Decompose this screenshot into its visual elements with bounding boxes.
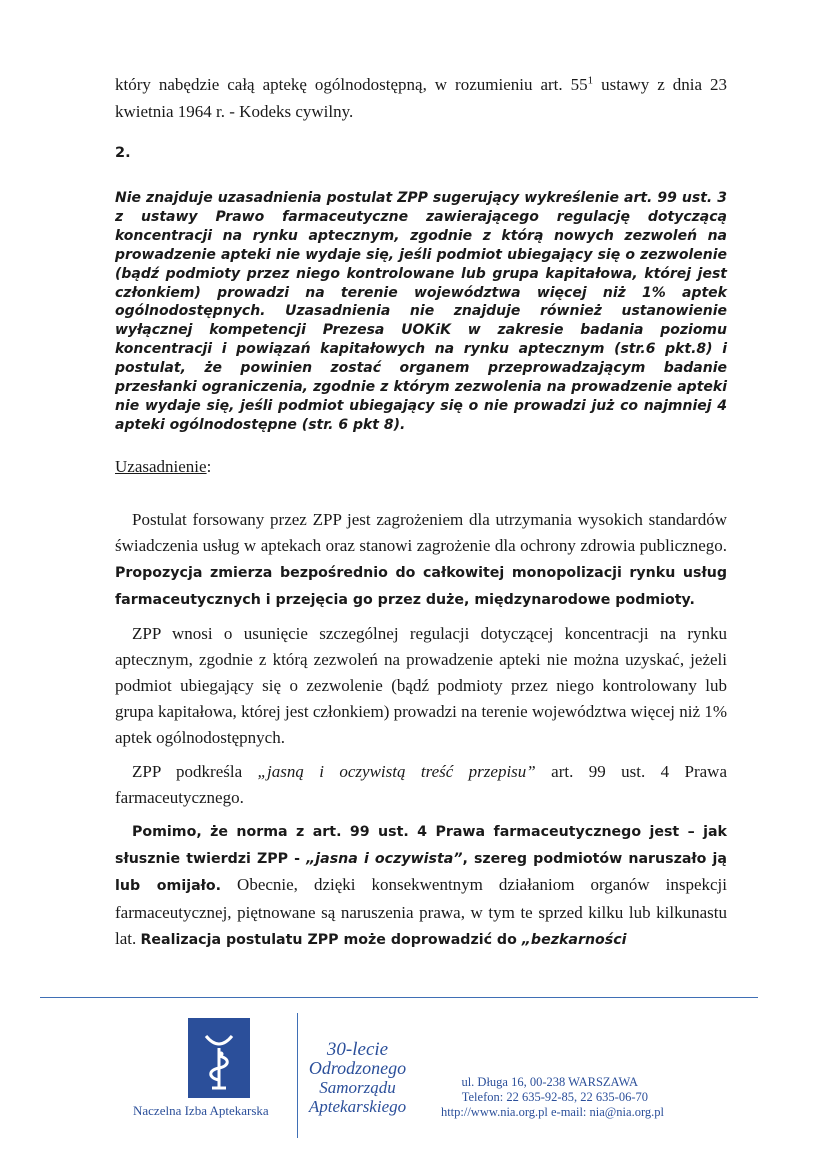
p4-bold-2: , szereg podmiotów naruszało ją lub omijało. bbox=[115, 851, 727, 895]
footer-vertical-divider bbox=[297, 1013, 298, 1138]
p4-bold-3: Realizacja postulatu ZPP może doprowadzić do bbox=[140, 931, 522, 948]
p4-bold-1: Pomimo, że norma z art. 99 ust. 4 Prawa farmaceutycznego jest – jak słusznie twierdzi ZPP - bbox=[115, 824, 727, 868]
footer-divider bbox=[40, 997, 758, 998]
justification-heading bbox=[115, 454, 727, 480]
paragraph-3 bbox=[115, 759, 727, 811]
continuation-text-end: ustawy z dnia 23 kwietnia 1964 r. - Kodeks cywilny. bbox=[115, 75, 727, 121]
p1-end: . bbox=[689, 592, 695, 609]
paragraph-4 bbox=[115, 818, 727, 953]
paragraph-2: ZPP wnosi o usunięcie szczególnej regulacji dotyczącej koncentracji na rynku aptecznym, zgodnie z którą zezwoleń na prowadzenie apteki nie można uzyskać, jeżeli podmiot ubiegający się o zezwolenie (bądź podmioty przez niego kontrolowany lub grupa kapitałowa, której jest członkiem) prowadzi na terenie województwa więcej niż 1% aptek ogólnodostępnych. bbox=[115, 623, 727, 748]
anniv-line-4: Aptekarskiego bbox=[308, 1097, 407, 1116]
nia-logo bbox=[188, 1018, 250, 1098]
p3-text-b: art. 99 ust. 4 Prawa farmaceutycznego. bbox=[115, 761, 727, 807]
org-name: Naczelna Izba Aptekarska bbox=[133, 1103, 269, 1118]
p1-text: Postulat forsowany przez ZPP jest zagrożeniem dla utrzymania wysokich standardów świadczenia usług w aptekach oraz stanowi zagrożenie dla ochrony zdrowia publicznego. bbox=[115, 509, 727, 555]
p3-quote: „jasną i oczywistą treść przepisu” bbox=[257, 761, 536, 781]
continuation-text: który nabędzie całą aptekę ogólnodostępną, w rozumieniu art. 55 bbox=[115, 75, 588, 94]
superscript: 1 bbox=[587, 74, 594, 87]
web-email: http://www.nia.org.pl e-mail: nia@nia.org.pl bbox=[440, 1105, 664, 1119]
p1-bold: Propozycja zmierza bezpośrednio do całkowitej monopolizacji rynku usług farmaceutycznych i przejęcia go przez duże, międzynarodowe podmioty bbox=[115, 565, 727, 609]
anniv-line-1: 30-lecie bbox=[326, 1039, 389, 1060]
summary-block: Nie znajduje uzasadnienia postulat ZPP sugerujący wykreślenie art. 99 ust. 3 z ustawy Prawo farmaceutyczne zawierającego regulację dotyczącą koncentracji na rynku aptecznym, zgodnie z którą nowych zezwoleń na prowadzenie apteki nie wydaje się, jeśli podmiot ubiegający się o zezwolenie (bądź podmioty przez niego kontrolowane lub grupa kapitałowa, której jest członkiem) prowadzi na terenie województwa więcej niż 1% aptek ogólnodostępnych. Uzasadnienia nie znajduje również ustanowienie wyłącznej kompetencji Prezesa UOKiK w zakresie badania poziomu koncentracji i powiązań kapitałowych na rynku aptecznym (str.6 pkt.8) i postulat, że powinien zostać organem przeprowadzającym badanie przesłanki ograniczenia, zgodnie z którym zezwolenia na prowadzenie apteki nie wydaje się, jeśli podmiot ubiegający się o nie prowadzi już co najmniej 4 apteki ogólnodostępne (str. 6 pkt 8). bbox=[115, 190, 727, 433]
heading-text: Uzasadnienie bbox=[115, 456, 207, 476]
continuation-paragraph bbox=[115, 72, 727, 125]
section-number: 2. bbox=[115, 145, 131, 161]
phone: Telefon: 22 635-92-85, 22 635-06-70 bbox=[461, 1090, 648, 1104]
anniv-line-3: Samorządu bbox=[319, 1078, 396, 1097]
heading-colon: : bbox=[206, 456, 212, 476]
anniv-line-2: Odrodzonego bbox=[308, 1058, 407, 1078]
main-text bbox=[115, 72, 727, 953]
p4-bold-quote-2: „bezkarności bbox=[521, 931, 627, 948]
paragraph-1 bbox=[115, 507, 727, 614]
contact-info bbox=[418, 1075, 664, 1120]
p4-text: Obecnie, dzięki konsekwentnym działaniom organów inspekcji farmaceutycznej, piętnowane są naruszenia prawa, w tym te sprzed kilku lub kilkunastu lat. bbox=[115, 875, 727, 948]
bowl-of-hygieia-icon bbox=[188, 1018, 250, 1098]
p4-bold-quote: „jasna i oczywista” bbox=[306, 851, 463, 868]
anniversary-logo bbox=[300, 1040, 415, 1116]
p3-text-a: ZPP podkreśla bbox=[132, 761, 258, 781]
address: ul. Długa 16, 00-238 WARSZAWA bbox=[461, 1075, 638, 1089]
